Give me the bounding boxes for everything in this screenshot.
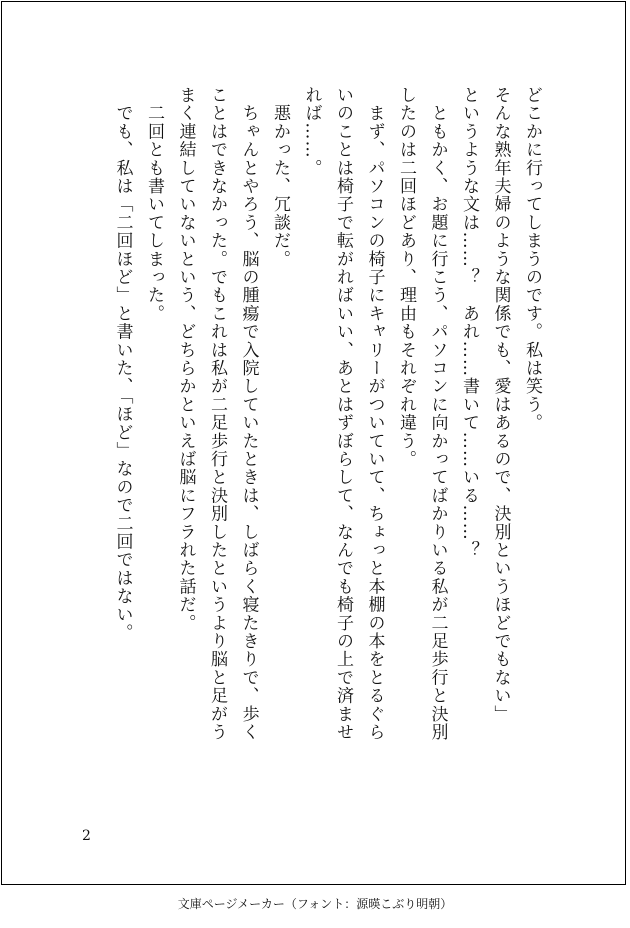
text-line: どこかに行ってしまうのです。私は笑う。: [522, 86, 542, 432]
vertical-body-text: [106, 86, 547, 786]
page-number: 2: [82, 828, 91, 844]
text-line: そんな熟年夫婦のような関係でも、愛はあるので、決別というほどでもない」: [490, 86, 511, 723]
text-line: れば……。: [301, 86, 322, 177]
text-line: ちゃんとやろう、脳の腫瘍で入院していたときは、しばらく寝たきりで、歩く: [238, 86, 259, 742]
text-line: したのは二回ほどあり、理由もそれぞれ違う。: [396, 86, 416, 469]
text-line: というような文は……？ あれ……書いて……いる……？: [459, 86, 479, 560]
text-line: でも、私は「二回ほど」と書いた、「ほど」なので二回ではない。: [112, 86, 133, 642]
text-line: ことはできなかった。でもこれは私が二足歩行と決別したというより脳と足がう: [207, 86, 227, 742]
text-line: ともかく、お題に行こう、パソコンに向かってばかりいる私が二足歩行と決別: [427, 86, 448, 742]
footer-credit: 文庫ページメーカー（フォント：源暎こぶり明朝）: [177, 897, 453, 911]
text-line: いのことは椅子で転がればいい、あとはずぼらして、なんでも椅子の上で済ませ: [333, 86, 353, 742]
book-page: [1, 1, 626, 885]
text-line: 悪かった、冗談だ。: [270, 86, 290, 268]
text-line: まく連結していないという、どちらかといえば脳にフラれた話だ。: [175, 86, 196, 632]
text-line: 二回とも書いてしまった。: [144, 86, 164, 323]
text-line: まず、パソコンの椅子にキャリーがついていて、ちょっと本棚の本をとるぐら: [364, 86, 385, 742]
